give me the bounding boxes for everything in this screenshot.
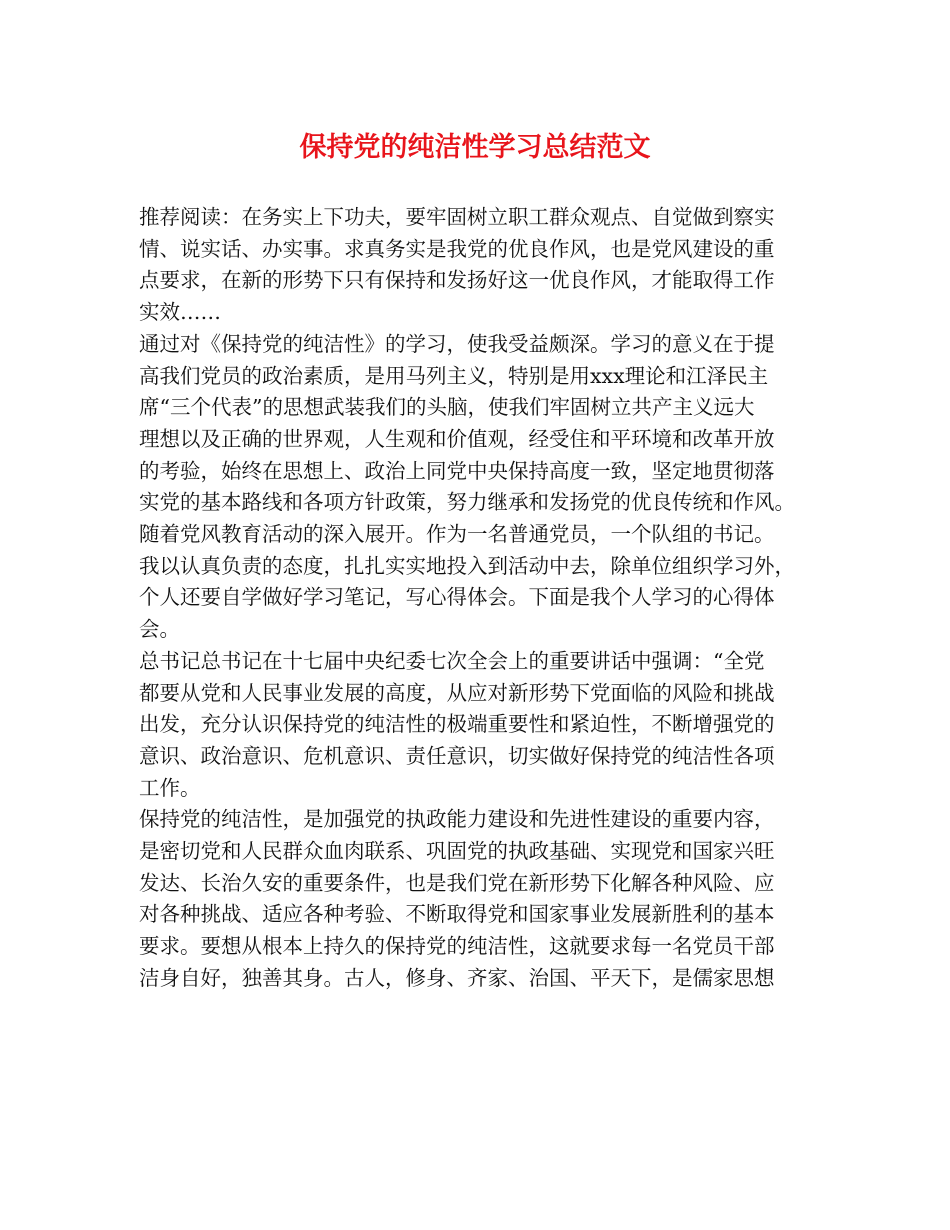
text-line: 都要从党和人民事业发展的高度，从应对新形势下党面临的风险和挑战 — [139, 680, 775, 705]
text-line: 随着党风教育活动的深入展开。作为一名普通党员，一个队组的书记。 — [139, 522, 775, 547]
text-line: 出发，充分认识保持党的纯洁性的极端重要性和紧迫性，不断增强党的 — [139, 712, 775, 737]
text-line: 个人还要自学做好学习笔记，写心得体会。下面是我个人学习的心得体 — [139, 585, 775, 610]
text-line: 工作。 — [139, 775, 201, 800]
text-line: 保持党的纯洁性，是加强党的执政能力建设和先进性建设的重要内容， — [139, 807, 775, 832]
text-line: 席“三个代表”的思想武装我们的头脑，使我们牢固树立共产主义远大 — [139, 395, 755, 420]
paragraph — [139, 646, 819, 805]
text-line: 通过对《保持党的纯洁性》的学习，使我受益颇深。学习的意义在于提 — [139, 331, 775, 356]
text-line: 情、说实话、办实事。求真务实是我党的优良作风，也是党风建设的重 — [139, 236, 775, 261]
text-line: 推荐阅读：在务实上下功夫，要牢固树立职工群众观点、自觉做到察实 — [139, 205, 775, 229]
text-line: 点要求，在新的形势下只有保持和发扬好这一优良作风，才能取得工作 — [139, 268, 775, 293]
text-line: 洁身自好，独善其身。古人，修身、齐家、治国、平天下，是儒家思想 — [139, 965, 775, 990]
text-line: 高我们党员的政治素质，是用马列主义，特别是用xxx理论和江泽民主 — [139, 363, 769, 388]
paragraph — [139, 804, 819, 994]
text-line: 对各种挑战、适应各种考验、不断取得党和国家事业发展新胜利的基本 — [139, 902, 775, 927]
document-body — [139, 202, 819, 995]
paragraph — [139, 329, 819, 646]
text-line: 发达、长治久安的重要条件，也是我们党在新形势下化解各种风险、应 — [139, 870, 775, 895]
text-line: 实党的基本路线和各项方针政策，努力继承和发扬党的优良传统和作风。 — [139, 490, 795, 515]
document-title: 保持党的纯洁性学习总结范文 — [299, 132, 651, 163]
text-line: 我以认真负责的态度，扎扎实实地投入到活动中去，除单位组织学习外， — [139, 553, 795, 578]
paragraph — [139, 202, 819, 329]
text-line: 总书记总书记在十七届中央纪委七次全会上的重要讲话中强调：“全党 — [139, 648, 765, 673]
text-line: 会。 — [139, 617, 180, 642]
text-line: 实效…… — [139, 300, 221, 325]
text-line: 要求。要想从根本上持久的保持党的纯洁性，这就要求每一名党员干部 — [139, 934, 775, 959]
text-line: 意识、政治意识、危机意识、责任意识，切实做好保持党的纯洁性各项 — [139, 743, 775, 768]
text-line: 的考验，始终在思想上、政治上同党中央保持高度一致，坚定地贯彻落 — [139, 458, 775, 483]
text-line: 是密切党和人民群众血肉联系、巩固党的执政基础、实现党和国家兴旺 — [139, 839, 775, 864]
text-line: 理想以及正确的世界观，人生观和价值观，经受住和平环境和改革开放 — [139, 426, 775, 451]
